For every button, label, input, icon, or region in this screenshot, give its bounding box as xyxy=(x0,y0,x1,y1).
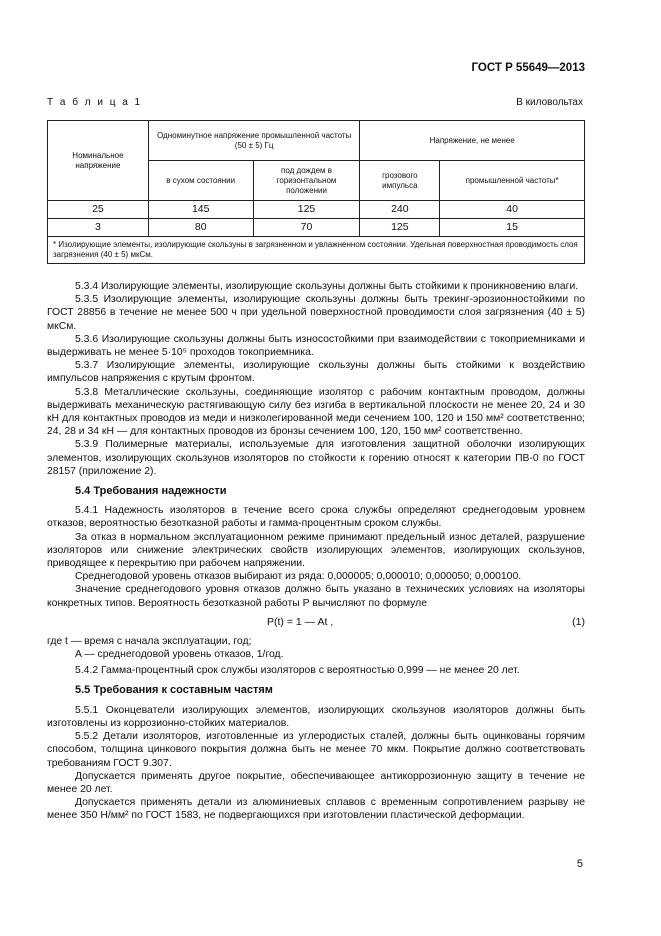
clause-5-3-8: 5.3.8 Металлические скользуны, соединяющие изолятор с рабочим контактным проводом, должны выдерживать механическую растягивающую силу без изгиба в вертикальной плоскости не менее 20, 24 и 30 кН для контактных проводов из меди и низколегированной меди сечением 100, 120 и 150 мм² соответственно; 24, 28 и 34 кН — для контактных проводов из бронзы сечением 100, 120, 150 мм² соответственно. xyxy=(47,386,585,438)
clause-5-4-1: 5.4.1 Надежность изоляторов в течение всего срока службы определяют среднегодовым уровнем отказов, вероятностью безотказной работы и гамма-процентным сроком службы. xyxy=(47,505,585,530)
clause-5-5-2: 5.5.2 Детали изоляторов, изготовленные из углеродистых сталей, должны быть оцинкованы горячим способом, толщина цинкового покрытия должна быть не менее 70 мкм. Покрытие должно соответствовать требованиям ГОСТ 9.307. xyxy=(47,731,585,769)
header-oneminute xyxy=(148,121,360,161)
cell: 15 xyxy=(440,219,585,237)
section-heading-5-5: 5.5 Требования к составным частям xyxy=(75,684,273,697)
table-row xyxy=(48,201,585,219)
clause-5-3-6: 5.3.6 Изолирующие скользуны должны быть износостойкими при взаимодействии с токоприемниками и выдерживать не менее 5·10⁵ проходов токоприемника. xyxy=(47,333,585,359)
page-number: 5 xyxy=(576,858,583,870)
section-heading-5-4: 5.4 Требования надежности xyxy=(75,485,227,498)
table-row xyxy=(48,219,585,237)
table-caption: Т а б л и ц а 1 xyxy=(47,97,143,108)
cell: 80 xyxy=(148,219,253,237)
clause-5-4-1-formula-intro: Значение среднегодового уровня отказов должно быть указано в технических условиях на изоляторы конкретных типов. Вероятность безотказной работы P вычисляют по формуле xyxy=(47,584,585,609)
header-industrial: промышленной частоты* xyxy=(440,161,585,201)
clause-5-3-5: 5.3.5 Изолирующие элементы, изолирующие скользуны должны быть трекинг-эрозионностойкими по ГОСТ 28856 в течение не менее 500 ч при удельной поверхностной проводимости слоя загрязнения (40 ± 5) мкСм. xyxy=(47,294,585,332)
clause-5-5-2-aluminium: Допускается применять детали из алюминиевых сплавов с временным сопротивлением разрыву не менее 350 Н/мм² по ГОСТ 1583, не подвергающихся при изготовлении пластической деформации. xyxy=(47,797,585,822)
table-footnote: * Изолирующие элементы, изолирующие скользуны в загрязненном и увлажненном состоянии. Удельная поверхностная проводимость слоя загрязнения (40 ± 5) мкСм. xyxy=(48,237,585,264)
cell: 145 xyxy=(148,201,253,219)
cell: 70 xyxy=(253,219,360,237)
formula-number: (1) xyxy=(572,615,585,628)
cell: 125 xyxy=(360,219,440,237)
header-rain: под дождем в горизонтальном положении xyxy=(253,161,360,201)
formula-where-t: где t — время с начала эксплуатации, год; xyxy=(47,635,252,647)
cell: 3 xyxy=(48,219,149,237)
formula: P(t) = 1 — At , xyxy=(267,615,334,628)
cell: 125 xyxy=(253,201,360,219)
header-oneminute-label: Одноминутное напряжение промышленной частоты xyxy=(156,130,352,140)
clause-5-3-4: 5.3.4 Изолирующие элементы, изолирующие скользуны должны быть стойкими к проникновению влаги. xyxy=(75,281,579,292)
standard-code: ГОСТ Р 55649—2013 xyxy=(471,62,585,74)
header-impulse: грозового импульса xyxy=(360,161,440,201)
formula-block xyxy=(47,614,585,632)
clause-5-3-9: 5.3.9 Полимерные материалы, используемые для изготовления защитной оболочки изолирующих элементов, изолирующих скользунов изоляторов по стойкости к горению относят к категории ПВ-0 по ГОСТ 28157 (приложение 2). xyxy=(47,439,585,477)
header-nominal: Номинальное напряжение xyxy=(48,121,149,201)
cell: 240 xyxy=(360,201,440,219)
clause-5-5-2-alt-coating: Допускается применять другое покрытие, обеспечивающее антикоррозионную защиту в течение не менее 20 лет. xyxy=(47,770,585,795)
header-dry: в сухом состоянии xyxy=(148,161,253,201)
clause-5-5-1: 5.5.1 Оконцеватели изолирующих элементов, изолирующих скользунов изоляторов должны быть изготовлены из коррозионно-стойких материалов. xyxy=(47,704,585,729)
header-oneminute-freq: (50 ± 5) Гц xyxy=(234,140,274,150)
clause-5-3-7: 5.3.7 Изолирующие элементы, изолирующие скользуны должны быть стойкими к воздействию импульсов напряжения с крутым фронтом. xyxy=(47,360,585,385)
voltage-table xyxy=(47,120,585,264)
formula-where-a: A — среднегодовой уровень отказов, 1/год. xyxy=(75,649,284,661)
cell: 40 xyxy=(440,201,585,219)
header-withstand: Напряжение, не менее xyxy=(360,121,585,161)
cell: 25 xyxy=(48,201,149,219)
clause-5-4-1-failure: За отказ в нормальном эксплуатационном режиме принимают предельный износ деталей, разрушение изоляторов или снижение электрических свойств изолирующих элементов, изолирующих скользунов, приводящее к перекрытию при рабочем напряжении. xyxy=(47,531,585,570)
clause-5-4-2: 5.4.2 Гамма-процентный срок службы изоляторов с вероятностью 0,999 — не менее 20 лет. xyxy=(75,665,520,677)
table-units: В киловольтах xyxy=(516,97,583,108)
clause-5-4-1-levels: Среднегодовой уровень отказов выбирают из ряда: 0,000005; 0,000010; 0,000050; 0,000100. xyxy=(75,571,522,583)
body-text xyxy=(47,280,585,823)
